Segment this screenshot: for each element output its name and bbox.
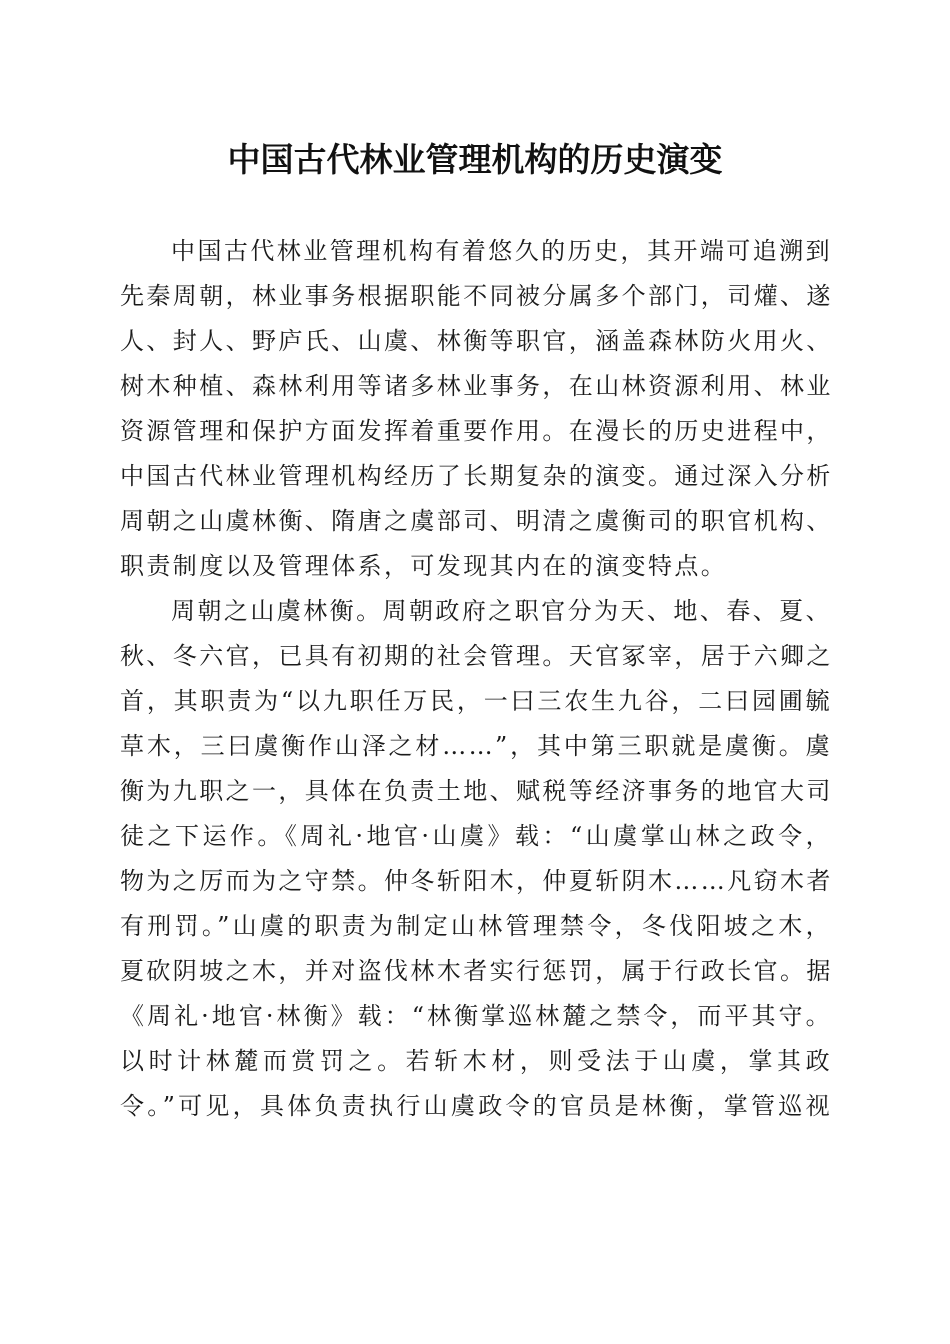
- text-line: 职责制度以及管理体系，可发现其内在的演变特点。: [120, 552, 728, 580]
- text-line: 先秦周朝，林业事务根据职能不同被分属多个部门，司爟、遂: [120, 282, 833, 310]
- text-line: 中国古代林业管理机构有着悠久的历史，其开端可追溯到: [171, 237, 832, 265]
- text-line: 衡为九职之一，具体在负责土地、赋税等经济事务的地官大司: [120, 777, 833, 805]
- text-line: 资源管理和保护方面发挥着重要作用。在漫长的历史进程中，: [120, 417, 833, 445]
- paragraph-zhou-dynasty: [120, 589, 832, 1129]
- text-line: 树木种植、森林利用等诸多林业事务，在山林资源利用、林业: [120, 372, 833, 400]
- text-line: 《周礼·地官·林衡》载：“林衡掌巡林麓之禁令，而平其守。: [120, 1002, 832, 1030]
- text-line: 有刑罚。”山虞的职责为制定山林管理禁令，冬伐阳坡之木，: [120, 912, 832, 940]
- text-line: 物为之厉而为之守禁。仲冬斩阳木，仲夏斩阴木……凡窃木者: [120, 867, 833, 895]
- text-line: 徒之下运作。《周礼·地官·山虞》载：“山虞掌山林之政令，: [120, 822, 832, 850]
- paragraph-intro: [120, 229, 832, 589]
- text-line: 草木，三曰虞衡作山泽之材……”，其中第三职就是虞衡。虞: [120, 732, 832, 760]
- document-title: 中国古代林业管理机构的历史演变: [227, 140, 723, 179]
- text-line: 中国古代林业管理机构经历了长期复杂的演变。通过深入分析: [120, 462, 833, 490]
- text-line: 首，其职责为“以九职任万民，一曰三农生九谷，二曰园圃毓: [120, 687, 832, 715]
- text-line: 周朝之山虞林衡。周朝政府之职官分为天、地、春、夏、: [171, 597, 832, 625]
- document-body: [120, 229, 832, 1129]
- text-line: 令。”可见，具体负责执行山虞政令的官员是林衡，掌管巡视: [120, 1092, 832, 1120]
- text-line: 人、封人、野庐氏、山虞、林衡等职官，涵盖森林防火用火、: [120, 327, 833, 355]
- text-line: 秋、冬六官，已具有初期的社会管理。天官冢宰，居于六卿之: [120, 642, 833, 670]
- text-line: 以时计林麓而赏罚之。若斩木材，则受法于山虞，掌其政: [120, 1047, 832, 1075]
- text-line: 周朝之山虞林衡、隋唐之虞部司、明清之虞衡司的职官机构、: [120, 507, 833, 535]
- text-line: 夏砍阴坡之木，并对盗伐林木者实行惩罚，属于行政长官。据: [120, 957, 833, 985]
